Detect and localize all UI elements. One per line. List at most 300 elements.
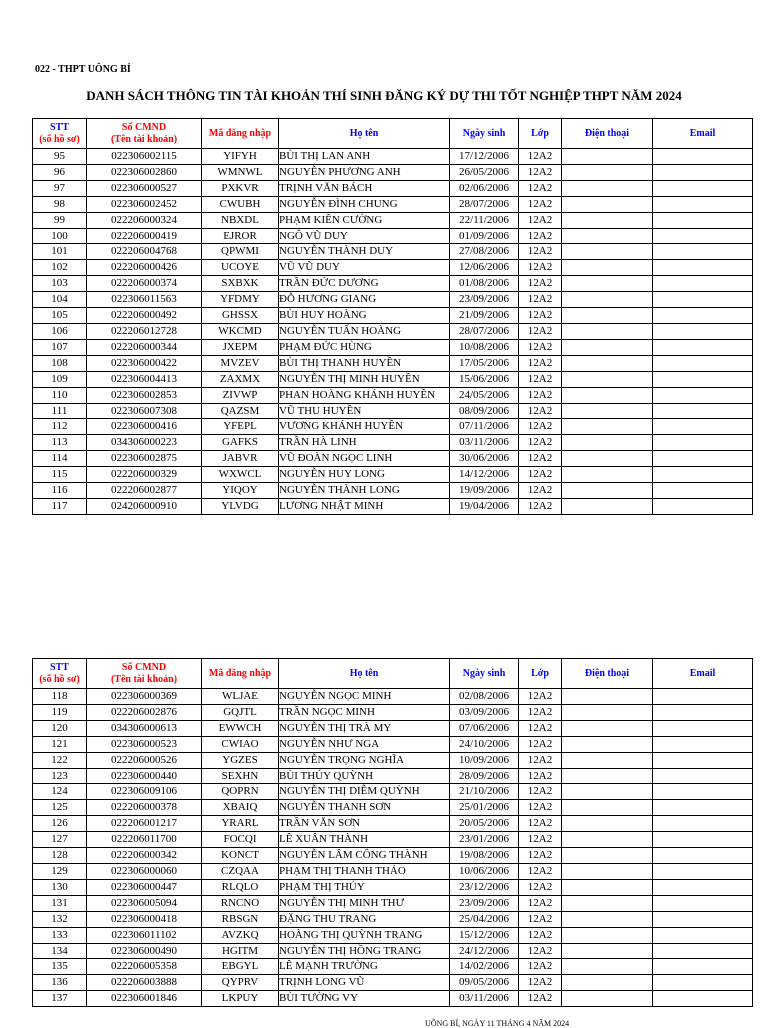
table-row — [33, 991, 753, 1007]
cell-login: QAZSM — [202, 403, 279, 419]
cell-dob: 19/04/2006 — [450, 498, 519, 514]
cell-name: BÙI THÚY QUỲNH — [279, 768, 450, 784]
cell-stt: 104 — [33, 292, 87, 308]
table-row — [33, 467, 753, 483]
cell-cmnd: 022206000526 — [87, 752, 202, 768]
cell-stt: 95 — [33, 149, 87, 165]
cell-cmnd: 022306000523 — [87, 736, 202, 752]
col-header-class: Lớp — [519, 119, 562, 149]
cell-phone — [562, 720, 653, 736]
table-row — [33, 196, 753, 212]
cell-login: UCOYE — [202, 260, 279, 276]
cell-email — [653, 260, 753, 276]
table-row — [33, 308, 753, 324]
cell-cmnd: 022206003888 — [87, 975, 202, 991]
table-row — [33, 959, 753, 975]
cell-login: EWWCH — [202, 720, 279, 736]
cell-email — [653, 292, 753, 308]
cell-class: 12A2 — [519, 180, 562, 196]
cell-cmnd: 022206002877 — [87, 483, 202, 499]
cell-email — [653, 323, 753, 339]
cell-name: PHẠM KIÊN CƯỜNG — [279, 212, 450, 228]
roster-body-2 — [33, 689, 753, 1007]
cell-cmnd: 022306001846 — [87, 991, 202, 1007]
col-header-cmnd: Số CMND (Tên tài khoản) — [87, 119, 202, 149]
cell-class: 12A2 — [519, 419, 562, 435]
cell-name: TRỊNH VĂN BÁCH — [279, 180, 450, 196]
cell-phone — [562, 451, 653, 467]
cell-phone — [562, 371, 653, 387]
table-row — [33, 451, 753, 467]
cell-email — [653, 355, 753, 371]
cell-email — [653, 832, 753, 848]
cell-login: LKPUY — [202, 991, 279, 1007]
cell-cmnd: 022206000374 — [87, 276, 202, 292]
cell-login: RBSGN — [202, 911, 279, 927]
cell-name: NGUYỄN THÀNH LONG — [279, 483, 450, 499]
roster-table-2 — [32, 658, 753, 1007]
cell-cmnd: 022306002860 — [87, 164, 202, 180]
cell-name: BÙI THỊ THANH HUYỀN — [279, 355, 450, 371]
cell-name: ĐỖ HƯƠNG GIANG — [279, 292, 450, 308]
table-row — [33, 339, 753, 355]
cell-login: JABVR — [202, 451, 279, 467]
cell-stt: 111 — [33, 403, 87, 419]
cell-login: YFDMY — [202, 292, 279, 308]
col-header-phone: Điện thoại — [562, 119, 653, 149]
cell-name: BÙI THỊ LAN ANH — [279, 149, 450, 165]
cell-name: NGUYỄN THỊ DIỄM QUỲNH — [279, 784, 450, 800]
cell-name: VŨ THU HUYỀN — [279, 403, 450, 419]
cell-phone — [562, 959, 653, 975]
cell-name: NGUYỄN NHƯ NGA — [279, 736, 450, 752]
cell-phone — [562, 355, 653, 371]
cell-stt: 128 — [33, 848, 87, 864]
cell-stt: 106 — [33, 323, 87, 339]
cell-phone — [562, 863, 653, 879]
cell-name: NGUYỄN LÂM CÔNG THÀNH — [279, 848, 450, 864]
cell-email — [653, 483, 753, 499]
cell-class: 12A2 — [519, 164, 562, 180]
cell-cmnd: 022206000492 — [87, 308, 202, 324]
cell-login: HGITM — [202, 943, 279, 959]
cell-class: 12A2 — [519, 975, 562, 991]
table-row — [33, 498, 753, 514]
cell-email — [653, 784, 753, 800]
cell-stt: 130 — [33, 879, 87, 895]
cell-email — [653, 339, 753, 355]
cell-dob: 15/06/2006 — [450, 371, 519, 387]
cell-stt: 107 — [33, 339, 87, 355]
cell-login: QPWMI — [202, 244, 279, 260]
cell-phone — [562, 879, 653, 895]
cell-class: 12A2 — [519, 244, 562, 260]
cell-email — [653, 943, 753, 959]
cell-dob: 28/07/2006 — [450, 196, 519, 212]
cell-cmnd: 022206000426 — [87, 260, 202, 276]
cell-class: 12A2 — [519, 467, 562, 483]
cell-class: 12A2 — [519, 736, 562, 752]
cell-phone — [562, 927, 653, 943]
cell-class: 12A2 — [519, 848, 562, 864]
cell-class: 12A2 — [519, 991, 562, 1007]
cell-dob: 30/06/2006 — [450, 451, 519, 467]
cell-class: 12A2 — [519, 228, 562, 244]
cell-dob: 02/06/2006 — [450, 180, 519, 196]
cell-email — [653, 276, 753, 292]
cell-phone — [562, 387, 653, 403]
cell-login: AVZKQ — [202, 927, 279, 943]
table-row — [33, 483, 753, 499]
cell-name: NGUYỄN TRỌNG NGHĨA — [279, 752, 450, 768]
cell-email — [653, 736, 753, 752]
cell-phone — [562, 943, 653, 959]
cell-phone — [562, 323, 653, 339]
cell-stt: 108 — [33, 355, 87, 371]
cell-login: QOPRN — [202, 784, 279, 800]
cell-phone — [562, 911, 653, 927]
cell-dob: 24/12/2006 — [450, 943, 519, 959]
cell-email — [653, 244, 753, 260]
cell-login: YRARL — [202, 816, 279, 832]
cell-class: 12A2 — [519, 927, 562, 943]
cell-cmnd: 022206004768 — [87, 244, 202, 260]
cell-email — [653, 927, 753, 943]
cell-login: YGZES — [202, 752, 279, 768]
cell-dob: 22/11/2006 — [450, 212, 519, 228]
cell-phone — [562, 689, 653, 705]
cell-email — [653, 435, 753, 451]
cell-login: FOCQI — [202, 832, 279, 848]
cell-name: BÙI HUY HOÀNG — [279, 308, 450, 324]
cell-login: GHSSX — [202, 308, 279, 324]
cell-stt: 97 — [33, 180, 87, 196]
table-row — [33, 736, 753, 752]
cell-email — [653, 895, 753, 911]
cell-phone — [562, 736, 653, 752]
cell-name: TRẦN ĐỨC DƯƠNG — [279, 276, 450, 292]
col-header-dob: Ngày sinh — [450, 119, 519, 149]
cell-phone — [562, 403, 653, 419]
cell-class: 12A2 — [519, 355, 562, 371]
cell-name: PHẠM ĐỨC HÙNG — [279, 339, 450, 355]
cell-class: 12A2 — [519, 863, 562, 879]
cell-phone — [562, 276, 653, 292]
cell-dob: 09/05/2006 — [450, 975, 519, 991]
col-header-stt: STT (số hồ sơ) — [33, 659, 87, 689]
table-row — [33, 704, 753, 720]
cell-class: 12A2 — [519, 816, 562, 832]
cell-name: NGUYỄN PHƯƠNG ANH — [279, 164, 450, 180]
col-header-stt: STT (số hồ sơ) — [33, 119, 87, 149]
cell-dob: 25/04/2006 — [450, 911, 519, 927]
cell-phone — [562, 704, 653, 720]
cell-name: LÊ XUÂN THÀNH — [279, 832, 450, 848]
cell-dob: 23/09/2006 — [450, 895, 519, 911]
cell-dob: 21/10/2006 — [450, 784, 519, 800]
cell-login: JXEPM — [202, 339, 279, 355]
cell-cmnd: 022306011102 — [87, 927, 202, 943]
cell-class: 12A2 — [519, 911, 562, 927]
cell-cmnd: 022306005094 — [87, 895, 202, 911]
cell-name: TRẦN NGỌC MINH — [279, 704, 450, 720]
cell-dob: 19/09/2006 — [450, 483, 519, 499]
cell-name: LƯƠNG NHẬT MINH — [279, 498, 450, 514]
col-header-cmnd: Số CMND (Tên tài khoản) — [87, 659, 202, 689]
cell-email — [653, 149, 753, 165]
cell-class: 12A2 — [519, 149, 562, 165]
cell-email — [653, 959, 753, 975]
table-header-row — [33, 659, 753, 689]
cell-dob: 07/11/2006 — [450, 419, 519, 435]
col-header-dob: Ngày sinh — [450, 659, 519, 689]
table-row — [33, 689, 753, 705]
cell-login: XBAIQ — [202, 800, 279, 816]
cell-login: PXKVR — [202, 180, 279, 196]
table-row — [33, 180, 753, 196]
cell-email — [653, 848, 753, 864]
cell-cmnd: 022306002452 — [87, 196, 202, 212]
cell-stt: 131 — [33, 895, 87, 911]
cell-class: 12A2 — [519, 276, 562, 292]
cell-cmnd: 022306009106 — [87, 784, 202, 800]
cell-stt: 126 — [33, 816, 87, 832]
cell-stt: 122 — [33, 752, 87, 768]
cell-dob: 01/08/2006 — [450, 276, 519, 292]
roster-body-1 — [33, 149, 753, 515]
cell-login: QYPRV — [202, 975, 279, 991]
cell-login: GQJTL — [202, 704, 279, 720]
table-row — [33, 260, 753, 276]
table-row — [33, 371, 753, 387]
cell-cmnd: 022306011563 — [87, 292, 202, 308]
cell-class: 12A2 — [519, 832, 562, 848]
cell-login: ZIVWP — [202, 387, 279, 403]
table-row — [33, 863, 753, 879]
cell-dob: 28/09/2006 — [450, 768, 519, 784]
cell-stt: 123 — [33, 768, 87, 784]
table-row — [33, 943, 753, 959]
cell-class: 12A2 — [519, 689, 562, 705]
cell-class: 12A2 — [519, 323, 562, 339]
cell-name: PHẠM THỊ THANH THẢO — [279, 863, 450, 879]
cell-stt: 105 — [33, 308, 87, 324]
cell-dob: 23/09/2006 — [450, 292, 519, 308]
cell-phone — [562, 816, 653, 832]
cell-email — [653, 975, 753, 991]
table-row — [33, 911, 753, 927]
cell-cmnd: 022306000440 — [87, 768, 202, 784]
cell-name: NGUYỄN TUẤN HOÀNG — [279, 323, 450, 339]
cell-dob: 25/01/2006 — [450, 800, 519, 816]
cell-stt: 118 — [33, 689, 87, 705]
table-row — [33, 244, 753, 260]
cell-cmnd: 022306002875 — [87, 451, 202, 467]
cell-name: VŨ VŨ DUY — [279, 260, 450, 276]
cell-login: WLJAE — [202, 689, 279, 705]
cell-name: VƯƠNG KHÁNH HUYỀN — [279, 419, 450, 435]
cell-login: CWUBH — [202, 196, 279, 212]
cell-class: 12A2 — [519, 371, 562, 387]
roster-table-1 — [32, 118, 753, 515]
cell-cmnd: 022206001217 — [87, 816, 202, 832]
cell-stt: 109 — [33, 371, 87, 387]
cell-email — [653, 863, 753, 879]
col-header-class: Lớp — [519, 659, 562, 689]
cell-dob: 10/08/2006 — [450, 339, 519, 355]
cell-cmnd: 022306000416 — [87, 419, 202, 435]
cell-dob: 24/05/2006 — [450, 387, 519, 403]
table-header-row — [33, 119, 753, 149]
table-row — [33, 848, 753, 864]
cell-cmnd: 022206002876 — [87, 704, 202, 720]
footer-date: UÔNG BÍ, NGÀY 11 THÁNG 4 NĂM 2024 — [425, 1019, 570, 1028]
cell-cmnd: 022206000419 — [87, 228, 202, 244]
cell-phone — [562, 435, 653, 451]
cell-stt: 98 — [33, 196, 87, 212]
cell-login: EBGYL — [202, 959, 279, 975]
cell-cmnd: 022206000342 — [87, 848, 202, 864]
cell-dob: 21/09/2006 — [450, 308, 519, 324]
cell-cmnd: 022206012728 — [87, 323, 202, 339]
table-row — [33, 149, 753, 165]
cell-stt: 114 — [33, 451, 87, 467]
cell-login: SXBXK — [202, 276, 279, 292]
col-header-email: Email — [653, 659, 753, 689]
cell-email — [653, 451, 753, 467]
cell-email — [653, 768, 753, 784]
table-row — [33, 419, 753, 435]
table-row — [33, 228, 753, 244]
table-row — [33, 800, 753, 816]
cell-cmnd: 022306002853 — [87, 387, 202, 403]
cell-cmnd: 022206011700 — [87, 832, 202, 848]
cell-phone — [562, 228, 653, 244]
cell-cmnd: 022206000378 — [87, 800, 202, 816]
cell-dob: 24/10/2006 — [450, 736, 519, 752]
cell-cmnd: 022206000324 — [87, 212, 202, 228]
col-header-login: Mã đăng nhập — [202, 659, 279, 689]
cell-email — [653, 371, 753, 387]
cell-stt: 113 — [33, 435, 87, 451]
cell-dob: 01/09/2006 — [450, 228, 519, 244]
table-row — [33, 752, 753, 768]
cell-class: 12A2 — [519, 212, 562, 228]
cell-class: 12A2 — [519, 403, 562, 419]
cell-login: MVZEV — [202, 355, 279, 371]
cell-cmnd: 022206000344 — [87, 339, 202, 355]
cell-login: WKCMD — [202, 323, 279, 339]
cell-stt: 134 — [33, 943, 87, 959]
cell-dob: 10/06/2006 — [450, 863, 519, 879]
cell-stt: 120 — [33, 720, 87, 736]
cell-login: RLQLO — [202, 879, 279, 895]
cell-cmnd: 034306000223 — [87, 435, 202, 451]
cell-email — [653, 403, 753, 419]
cell-cmnd: 022306000490 — [87, 943, 202, 959]
cell-name: NGÔ VŨ DUY — [279, 228, 450, 244]
cell-name: BÙI TƯỜNG VY — [279, 991, 450, 1007]
cell-class: 12A2 — [519, 451, 562, 467]
cell-class: 12A2 — [519, 800, 562, 816]
cell-cmnd: 024206000910 — [87, 498, 202, 514]
cell-stt: 115 — [33, 467, 87, 483]
cell-phone — [562, 483, 653, 499]
cell-stt: 103 — [33, 276, 87, 292]
cell-phone — [562, 848, 653, 864]
cell-phone — [562, 164, 653, 180]
cell-dob: 23/01/2006 — [450, 832, 519, 848]
cell-phone — [562, 308, 653, 324]
table-row — [33, 975, 753, 991]
cell-dob: 10/09/2006 — [450, 752, 519, 768]
cell-name: NGUYỄN THỊ MINH THƯ — [279, 895, 450, 911]
cell-class: 12A2 — [519, 260, 562, 276]
cell-class: 12A2 — [519, 196, 562, 212]
cell-class: 12A2 — [519, 768, 562, 784]
cell-stt: 133 — [33, 927, 87, 943]
cell-stt: 102 — [33, 260, 87, 276]
cell-cmnd: 022306000527 — [87, 180, 202, 196]
cell-dob: 03/11/2006 — [450, 991, 519, 1007]
cell-login: CWIAO — [202, 736, 279, 752]
cell-dob: 19/08/2006 — [450, 848, 519, 864]
cell-stt: 101 — [33, 244, 87, 260]
cell-dob: 02/08/2006 — [450, 689, 519, 705]
cell-email — [653, 991, 753, 1007]
cell-class: 12A2 — [519, 498, 562, 514]
cell-dob: 07/06/2006 — [450, 720, 519, 736]
cell-stt: 129 — [33, 863, 87, 879]
cell-name: TRỊNH LONG VŨ — [279, 975, 450, 991]
cell-class: 12A2 — [519, 483, 562, 499]
cell-phone — [562, 292, 653, 308]
cell-phone — [562, 752, 653, 768]
cell-dob: 12/06/2006 — [450, 260, 519, 276]
table-row — [33, 403, 753, 419]
cell-dob: 08/09/2006 — [450, 403, 519, 419]
cell-class: 12A2 — [519, 339, 562, 355]
cell-name: NGUYỄN THỊ MINH HUYỀN — [279, 371, 450, 387]
cell-name: ĐẶNG THU TRANG — [279, 911, 450, 927]
table-row — [33, 768, 753, 784]
table-row — [33, 292, 753, 308]
table-row — [33, 879, 753, 895]
cell-cmnd: 034306000613 — [87, 720, 202, 736]
cell-email — [653, 387, 753, 403]
cell-dob: 17/05/2006 — [450, 355, 519, 371]
cell-stt: 116 — [33, 483, 87, 499]
cell-dob: 17/12/2006 — [450, 149, 519, 165]
cell-stt: 110 — [33, 387, 87, 403]
cell-phone — [562, 419, 653, 435]
cell-cmnd: 022306000422 — [87, 355, 202, 371]
cell-cmnd: 022306004413 — [87, 371, 202, 387]
cell-cmnd: 022306002115 — [87, 149, 202, 165]
cell-phone — [562, 800, 653, 816]
cell-email — [653, 752, 753, 768]
cell-login: KONCT — [202, 848, 279, 864]
cell-class: 12A2 — [519, 292, 562, 308]
cell-dob: 20/05/2006 — [450, 816, 519, 832]
table-row — [33, 387, 753, 403]
cell-email — [653, 467, 753, 483]
cell-name: NGUYỄN ĐÌNH CHUNG — [279, 196, 450, 212]
table-row — [33, 784, 753, 800]
cell-phone — [562, 149, 653, 165]
cell-phone — [562, 180, 653, 196]
table-row — [33, 832, 753, 848]
